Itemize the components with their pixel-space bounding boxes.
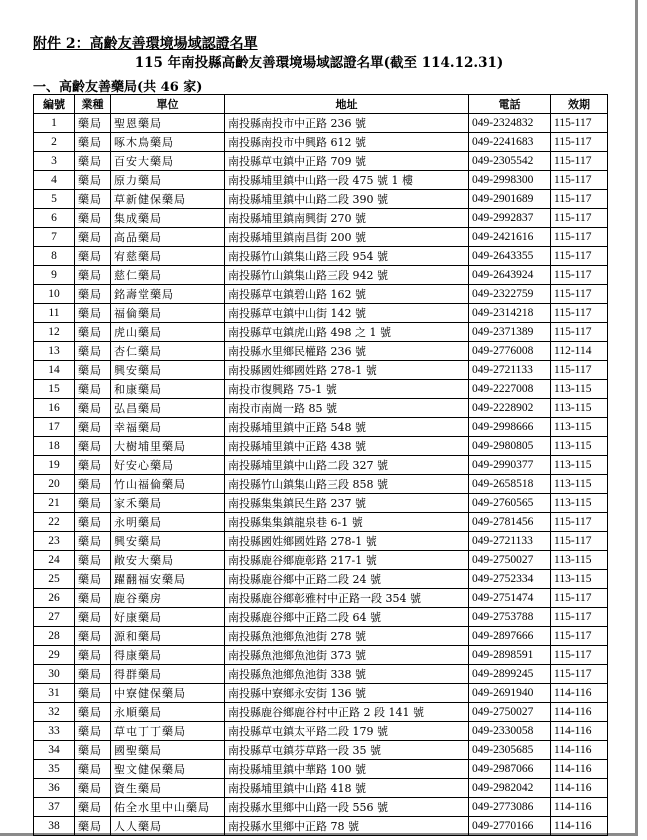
cell-period: 115-117 bbox=[551, 627, 608, 646]
cell-type: 藥局 bbox=[75, 456, 111, 475]
cell-phone: 049-2371389 bbox=[469, 323, 551, 342]
cell-type: 藥局 bbox=[75, 513, 111, 532]
cell-address: 南投縣埔里鎮中山路二段 390 號 bbox=[225, 190, 469, 209]
cell-address: 南投縣南投市中正路 236 號 bbox=[225, 114, 469, 133]
cell-unit-name: 躍翻福安藥局 bbox=[111, 570, 225, 589]
table-row bbox=[34, 247, 608, 266]
cell-address: 南投縣竹山鎮集山路三段 954 號 bbox=[225, 247, 469, 266]
cell-type: 藥局 bbox=[75, 247, 111, 266]
cell-number: 19 bbox=[34, 456, 75, 475]
table-row bbox=[34, 589, 608, 608]
cell-address: 南投縣竹山鎮集山路三段 858 號 bbox=[225, 475, 469, 494]
table-row bbox=[34, 475, 608, 494]
cell-phone: 049-2721133 bbox=[469, 532, 551, 551]
cell-unit-name: 和康藥局 bbox=[111, 380, 225, 399]
cell-address: 南投縣竹山鎮集山路三段 942 號 bbox=[225, 266, 469, 285]
table-row bbox=[34, 399, 608, 418]
cell-phone: 049-2753788 bbox=[469, 608, 551, 627]
cell-unit-name: 好康藥局 bbox=[111, 608, 225, 627]
cell-number: 26 bbox=[34, 589, 75, 608]
cell-type: 藥局 bbox=[75, 722, 111, 741]
cell-type: 藥局 bbox=[75, 171, 111, 190]
cell-unit-name: 竹山福倫藥局 bbox=[111, 475, 225, 494]
cell-number: 9 bbox=[34, 266, 75, 285]
cell-period: 114-116 bbox=[551, 684, 608, 703]
cell-phone: 049-2770166 bbox=[469, 817, 551, 836]
cell-phone: 049-2305685 bbox=[469, 741, 551, 760]
table-row bbox=[34, 779, 608, 798]
table-row bbox=[34, 722, 608, 741]
cell-phone: 049-2781456 bbox=[469, 513, 551, 532]
cell-number: 38 bbox=[34, 817, 75, 836]
cell-unit-name: 永明藥局 bbox=[111, 513, 225, 532]
pharmacy-table bbox=[33, 94, 608, 836]
cell-phone: 049-2897666 bbox=[469, 627, 551, 646]
table-row bbox=[34, 456, 608, 475]
table-row bbox=[34, 323, 608, 342]
cell-address: 南投縣南投市中興路 612 號 bbox=[225, 133, 469, 152]
cell-phone: 049-2227008 bbox=[469, 380, 551, 399]
cell-period: 115-117 bbox=[551, 152, 608, 171]
cell-period: 114-116 bbox=[551, 798, 608, 817]
cell-address: 南投縣國姓鄉國姓路 278-1 號 bbox=[225, 532, 469, 551]
cell-type: 藥局 bbox=[75, 817, 111, 836]
table-row bbox=[34, 608, 608, 627]
cell-address: 南投縣集集鎮龍泉巷 6-1 號 bbox=[225, 513, 469, 532]
cell-period: 115-117 bbox=[551, 361, 608, 380]
cell-unit-name: 佑全水里中山藥局 bbox=[111, 798, 225, 817]
cell-number: 16 bbox=[34, 399, 75, 418]
cell-unit-name: 好安心藥局 bbox=[111, 456, 225, 475]
table-body bbox=[34, 114, 608, 836]
cell-number: 33 bbox=[34, 722, 75, 741]
table-row bbox=[34, 285, 608, 304]
cell-address: 南投縣鹿谷鄉鹿彰路 217-1 號 bbox=[225, 551, 469, 570]
cell-phone: 049-2228902 bbox=[469, 399, 551, 418]
cell-period: 115-117 bbox=[551, 646, 608, 665]
cell-type: 藥局 bbox=[75, 285, 111, 304]
cell-type: 藥局 bbox=[75, 532, 111, 551]
cell-address: 南投縣集集鎮民生路 237 號 bbox=[225, 494, 469, 513]
cell-number: 24 bbox=[34, 551, 75, 570]
cell-phone: 049-2322759 bbox=[469, 285, 551, 304]
table-row bbox=[34, 665, 608, 684]
cell-number: 14 bbox=[34, 361, 75, 380]
header-unit: 單位 bbox=[111, 95, 225, 114]
cell-type: 藥局 bbox=[75, 190, 111, 209]
cell-phone: 049-2752334 bbox=[469, 570, 551, 589]
cell-type: 藥局 bbox=[75, 323, 111, 342]
cell-unit-name: 資生藥局 bbox=[111, 779, 225, 798]
cell-period: 115-117 bbox=[551, 114, 608, 133]
cell-address: 南投縣埔里鎮中華路 100 號 bbox=[225, 760, 469, 779]
cell-unit-name: 弘昌藥局 bbox=[111, 399, 225, 418]
table-row bbox=[34, 494, 608, 513]
cell-type: 藥局 bbox=[75, 437, 111, 456]
cell-address: 南投市南崗一路 85 號 bbox=[225, 399, 469, 418]
cell-number: 2 bbox=[34, 133, 75, 152]
cell-unit-name: 福倫藥局 bbox=[111, 304, 225, 323]
cell-address: 南投縣埔里鎮中山路一段 475 號 1 樓 bbox=[225, 171, 469, 190]
cell-type: 藥局 bbox=[75, 475, 111, 494]
table-row bbox=[34, 171, 608, 190]
cell-type: 藥局 bbox=[75, 570, 111, 589]
cell-period: 115-117 bbox=[551, 532, 608, 551]
cell-period: 115-117 bbox=[551, 133, 608, 152]
cell-unit-name: 敞安大藥局 bbox=[111, 551, 225, 570]
cell-period: 113-115 bbox=[551, 380, 608, 399]
cell-period: 115-117 bbox=[551, 304, 608, 323]
cell-period: 114-116 bbox=[551, 741, 608, 760]
table-row bbox=[34, 266, 608, 285]
cell-number: 12 bbox=[34, 323, 75, 342]
cell-unit-name: 興安藥局 bbox=[111, 361, 225, 380]
cell-period: 113-115 bbox=[551, 570, 608, 589]
cell-number: 13 bbox=[34, 342, 75, 361]
cell-type: 藥局 bbox=[75, 703, 111, 722]
cell-phone: 049-2691940 bbox=[469, 684, 551, 703]
cell-number: 6 bbox=[34, 209, 75, 228]
cell-number: 32 bbox=[34, 703, 75, 722]
table-row bbox=[34, 304, 608, 323]
cell-type: 藥局 bbox=[75, 665, 111, 684]
cell-unit-name: 聖恩藥局 bbox=[111, 114, 225, 133]
cell-address: 南投縣草屯鎮太平路二段 179 號 bbox=[225, 722, 469, 741]
cell-type: 藥局 bbox=[75, 760, 111, 779]
cell-phone: 049-2998300 bbox=[469, 171, 551, 190]
cell-number: 22 bbox=[34, 513, 75, 532]
cell-period: 113-115 bbox=[551, 437, 608, 456]
cell-address: 南投縣草屯鎮虎山路 498 之 1 號 bbox=[225, 323, 469, 342]
cell-address: 南投縣鹿谷鄉彰雅村中正路一段 354 號 bbox=[225, 589, 469, 608]
cell-number: 31 bbox=[34, 684, 75, 703]
cell-phone: 049-2658518 bbox=[469, 475, 551, 494]
cell-type: 藥局 bbox=[75, 342, 111, 361]
cell-number: 7 bbox=[34, 228, 75, 247]
cell-number: 5 bbox=[34, 190, 75, 209]
table-row bbox=[34, 627, 608, 646]
cell-period: 113-115 bbox=[551, 456, 608, 475]
table-row bbox=[34, 342, 608, 361]
cell-type: 藥局 bbox=[75, 627, 111, 646]
table-row bbox=[34, 361, 608, 380]
cell-number: 28 bbox=[34, 627, 75, 646]
cell-phone: 049-2760565 bbox=[469, 494, 551, 513]
cell-number: 30 bbox=[34, 665, 75, 684]
cell-phone: 049-2751474 bbox=[469, 589, 551, 608]
cell-unit-name: 銘壽堂藥局 bbox=[111, 285, 225, 304]
cell-period: 115-117 bbox=[551, 209, 608, 228]
cell-address: 南投縣埔里鎮南興街 270 號 bbox=[225, 209, 469, 228]
cell-type: 藥局 bbox=[75, 304, 111, 323]
table-row bbox=[34, 684, 608, 703]
header-type: 業種 bbox=[75, 95, 111, 114]
table-row bbox=[34, 817, 608, 836]
cell-address: 南投縣國姓鄉國姓路 278-1 號 bbox=[225, 361, 469, 380]
cell-period: 115-117 bbox=[551, 266, 608, 285]
cell-phone: 049-2990377 bbox=[469, 456, 551, 475]
cell-phone: 049-2992837 bbox=[469, 209, 551, 228]
cell-type: 藥局 bbox=[75, 133, 111, 152]
cell-unit-name: 得群藥局 bbox=[111, 665, 225, 684]
cell-address: 南投縣中寮鄉永安街 136 號 bbox=[225, 684, 469, 703]
cell-number: 4 bbox=[34, 171, 75, 190]
cell-number: 10 bbox=[34, 285, 75, 304]
cell-number: 21 bbox=[34, 494, 75, 513]
cell-unit-name: 百安大藥局 bbox=[111, 152, 225, 171]
cell-period: 113-115 bbox=[551, 399, 608, 418]
cell-number: 36 bbox=[34, 779, 75, 798]
cell-phone: 049-2898591 bbox=[469, 646, 551, 665]
table-row bbox=[34, 760, 608, 779]
cell-phone: 049-2305542 bbox=[469, 152, 551, 171]
cell-unit-name: 杏仁藥局 bbox=[111, 342, 225, 361]
cell-unit-name: 集成藥局 bbox=[111, 209, 225, 228]
cell-type: 藥局 bbox=[75, 779, 111, 798]
cell-address: 南投縣埔里鎮中正路 548 號 bbox=[225, 418, 469, 437]
cell-address: 南投縣埔里鎮中正路 438 號 bbox=[225, 437, 469, 456]
cell-unit-name: 高品藥局 bbox=[111, 228, 225, 247]
cell-period: 115-117 bbox=[551, 171, 608, 190]
cell-phone: 049-2421616 bbox=[469, 228, 551, 247]
cell-phone: 049-2330058 bbox=[469, 722, 551, 741]
cell-address: 南投縣鹿谷鄉中正路二段 24 號 bbox=[225, 570, 469, 589]
cell-period: 115-117 bbox=[551, 285, 608, 304]
cell-type: 藥局 bbox=[75, 418, 111, 437]
cell-type: 藥局 bbox=[75, 380, 111, 399]
cell-period: 114-116 bbox=[551, 817, 608, 836]
cell-type: 藥局 bbox=[75, 551, 111, 570]
cell-number: 8 bbox=[34, 247, 75, 266]
cell-number: 25 bbox=[34, 570, 75, 589]
cell-type: 藥局 bbox=[75, 266, 111, 285]
cell-address: 南投縣水里鄉中山路一段 556 號 bbox=[225, 798, 469, 817]
cell-phone: 049-2982042 bbox=[469, 779, 551, 798]
cell-number: 27 bbox=[34, 608, 75, 627]
cell-period: 113-115 bbox=[551, 418, 608, 437]
cell-period: 114-116 bbox=[551, 703, 608, 722]
page-title: 115 年南投縣高齡友善環境場域認證名單(截至 114.12.31) bbox=[134, 55, 504, 71]
cell-address: 南投縣鹿谷鄉中正路二段 64 號 bbox=[225, 608, 469, 627]
cell-period: 114-116 bbox=[551, 779, 608, 798]
cell-number: 15 bbox=[34, 380, 75, 399]
cell-period: 115-117 bbox=[551, 608, 608, 627]
cell-number: 11 bbox=[34, 304, 75, 323]
table-row bbox=[34, 209, 608, 228]
table-row bbox=[34, 551, 608, 570]
cell-phone: 049-2980805 bbox=[469, 437, 551, 456]
cell-type: 藥局 bbox=[75, 228, 111, 247]
attachment-title: 附件 2：高齡友善環境場域認證名單 bbox=[33, 36, 258, 52]
cell-number: 20 bbox=[34, 475, 75, 494]
cell-unit-name: 源和藥局 bbox=[111, 627, 225, 646]
cell-phone: 049-2750027 bbox=[469, 551, 551, 570]
table-row bbox=[34, 741, 608, 760]
cell-unit-name: 得康藥局 bbox=[111, 646, 225, 665]
cell-number: 3 bbox=[34, 152, 75, 171]
cell-unit-name: 宥慈藥局 bbox=[111, 247, 225, 266]
cell-unit-name: 草新健保藥局 bbox=[111, 190, 225, 209]
cell-unit-name: 聖文健保藥局 bbox=[111, 760, 225, 779]
cell-phone: 049-2773086 bbox=[469, 798, 551, 817]
cell-type: 藥局 bbox=[75, 589, 111, 608]
header-phone: 電話 bbox=[469, 95, 551, 114]
cell-phone: 049-2998666 bbox=[469, 418, 551, 437]
cell-address: 南投縣草屯鎮碧山路 162 號 bbox=[225, 285, 469, 304]
section-title: 一、高齡友善藥局(共 46 家) bbox=[33, 80, 203, 95]
cell-unit-name: 家禾藥局 bbox=[111, 494, 225, 513]
cell-phone: 049-2987066 bbox=[469, 760, 551, 779]
cell-number: 34 bbox=[34, 741, 75, 760]
cell-phone: 049-2901689 bbox=[469, 190, 551, 209]
cell-unit-name: 幸福藥局 bbox=[111, 418, 225, 437]
cell-unit-name: 草屯丁丁藥局 bbox=[111, 722, 225, 741]
cell-address: 南投縣魚池鄉魚池街 338 號 bbox=[225, 665, 469, 684]
cell-unit-name: 虎山藥局 bbox=[111, 323, 225, 342]
cell-address: 南投縣水里鄉中正路 78 號 bbox=[225, 817, 469, 836]
cell-period: 115-117 bbox=[551, 665, 608, 684]
cell-unit-name: 興安藥局 bbox=[111, 532, 225, 551]
cell-phone: 049-2643924 bbox=[469, 266, 551, 285]
cell-phone: 049-2241683 bbox=[469, 133, 551, 152]
cell-unit-name: 慈仁藥局 bbox=[111, 266, 225, 285]
cell-number: 29 bbox=[34, 646, 75, 665]
cell-type: 藥局 bbox=[75, 646, 111, 665]
cell-number: 35 bbox=[34, 760, 75, 779]
cell-unit-name: 啄木鳥藥局 bbox=[111, 133, 225, 152]
cell-period: 114-116 bbox=[551, 722, 608, 741]
header-period: 效期 bbox=[551, 95, 608, 114]
cell-phone: 049-2899245 bbox=[469, 665, 551, 684]
cell-number: 37 bbox=[34, 798, 75, 817]
cell-address: 南投縣鹿谷鄉鹿谷村中正路 2 段 141 號 bbox=[225, 703, 469, 722]
cell-period: 113-115 bbox=[551, 494, 608, 513]
table-row bbox=[34, 190, 608, 209]
cell-address: 南投縣埔里鎮中山路 418 號 bbox=[225, 779, 469, 798]
cell-type: 藥局 bbox=[75, 152, 111, 171]
table-row bbox=[34, 380, 608, 399]
cell-address: 南投縣草屯鎮中正路 709 號 bbox=[225, 152, 469, 171]
header-address: 地址 bbox=[225, 95, 469, 114]
cell-unit-name: 永順藥局 bbox=[111, 703, 225, 722]
cell-period: 115-117 bbox=[551, 323, 608, 342]
table-row bbox=[34, 228, 608, 247]
cell-number: 17 bbox=[34, 418, 75, 437]
cell-phone: 049-2750027 bbox=[469, 703, 551, 722]
cell-type: 藥局 bbox=[75, 494, 111, 513]
cell-unit-name: 人人藥局 bbox=[111, 817, 225, 836]
cell-period: 113-115 bbox=[551, 475, 608, 494]
cell-type: 藥局 bbox=[75, 209, 111, 228]
table-row bbox=[34, 532, 608, 551]
cell-period: 115-117 bbox=[551, 247, 608, 266]
cell-type: 藥局 bbox=[75, 684, 111, 703]
cell-address: 南投縣埔里鎮南昌街 200 號 bbox=[225, 228, 469, 247]
cell-unit-name: 國聖藥局 bbox=[111, 741, 225, 760]
cell-phone: 049-2324832 bbox=[469, 114, 551, 133]
table-row bbox=[34, 418, 608, 437]
cell-unit-name: 中寮健保藥局 bbox=[111, 684, 225, 703]
table-row bbox=[34, 703, 608, 722]
cell-type: 藥局 bbox=[75, 798, 111, 817]
table-row bbox=[34, 513, 608, 532]
cell-period: 115-117 bbox=[551, 190, 608, 209]
cell-address: 南投縣魚池鄉魚池街 373 號 bbox=[225, 646, 469, 665]
cell-type: 藥局 bbox=[75, 741, 111, 760]
cell-number: 1 bbox=[34, 114, 75, 133]
cell-period: 115-117 bbox=[551, 228, 608, 247]
cell-type: 藥局 bbox=[75, 399, 111, 418]
cell-phone: 049-2314218 bbox=[469, 304, 551, 323]
cell-unit-name: 大樹埔里藥局 bbox=[111, 437, 225, 456]
cell-address: 南投縣草屯鎮中山街 142 號 bbox=[225, 304, 469, 323]
cell-period: 115-117 bbox=[551, 589, 608, 608]
table-row bbox=[34, 114, 608, 133]
table-row bbox=[34, 152, 608, 171]
cell-address: 南投縣埔里鎮中山路二段 327 號 bbox=[225, 456, 469, 475]
cell-address: 南投市復興路 75-1 號 bbox=[225, 380, 469, 399]
table-row bbox=[34, 798, 608, 817]
cell-type: 藥局 bbox=[75, 608, 111, 627]
cell-period: 113-115 bbox=[551, 551, 608, 570]
cell-type: 藥局 bbox=[75, 114, 111, 133]
cell-period: 112-114 bbox=[551, 342, 608, 361]
cell-phone: 049-2643355 bbox=[469, 247, 551, 266]
cell-address: 南投縣草屯鎮芬草路一段 35 號 bbox=[225, 741, 469, 760]
header-number: 編號 bbox=[34, 95, 75, 114]
cell-phone: 049-2721133 bbox=[469, 361, 551, 380]
cell-type: 藥局 bbox=[75, 361, 111, 380]
cell-unit-name: 原力藥局 bbox=[111, 171, 225, 190]
cell-address: 南投縣魚池鄉魚池街 278 號 bbox=[225, 627, 469, 646]
table-row bbox=[34, 570, 608, 589]
cell-number: 23 bbox=[34, 532, 75, 551]
table-row bbox=[34, 646, 608, 665]
cell-unit-name: 鹿谷藥房 bbox=[111, 589, 225, 608]
table-row bbox=[34, 437, 608, 456]
cell-number: 18 bbox=[34, 437, 75, 456]
table-header-row bbox=[34, 95, 608, 114]
table-row bbox=[34, 133, 608, 152]
cell-period: 115-117 bbox=[551, 513, 608, 532]
cell-phone: 049-2776008 bbox=[469, 342, 551, 361]
cell-address: 南投縣水里鄉民權路 236 號 bbox=[225, 342, 469, 361]
cell-period: 114-116 bbox=[551, 760, 608, 779]
